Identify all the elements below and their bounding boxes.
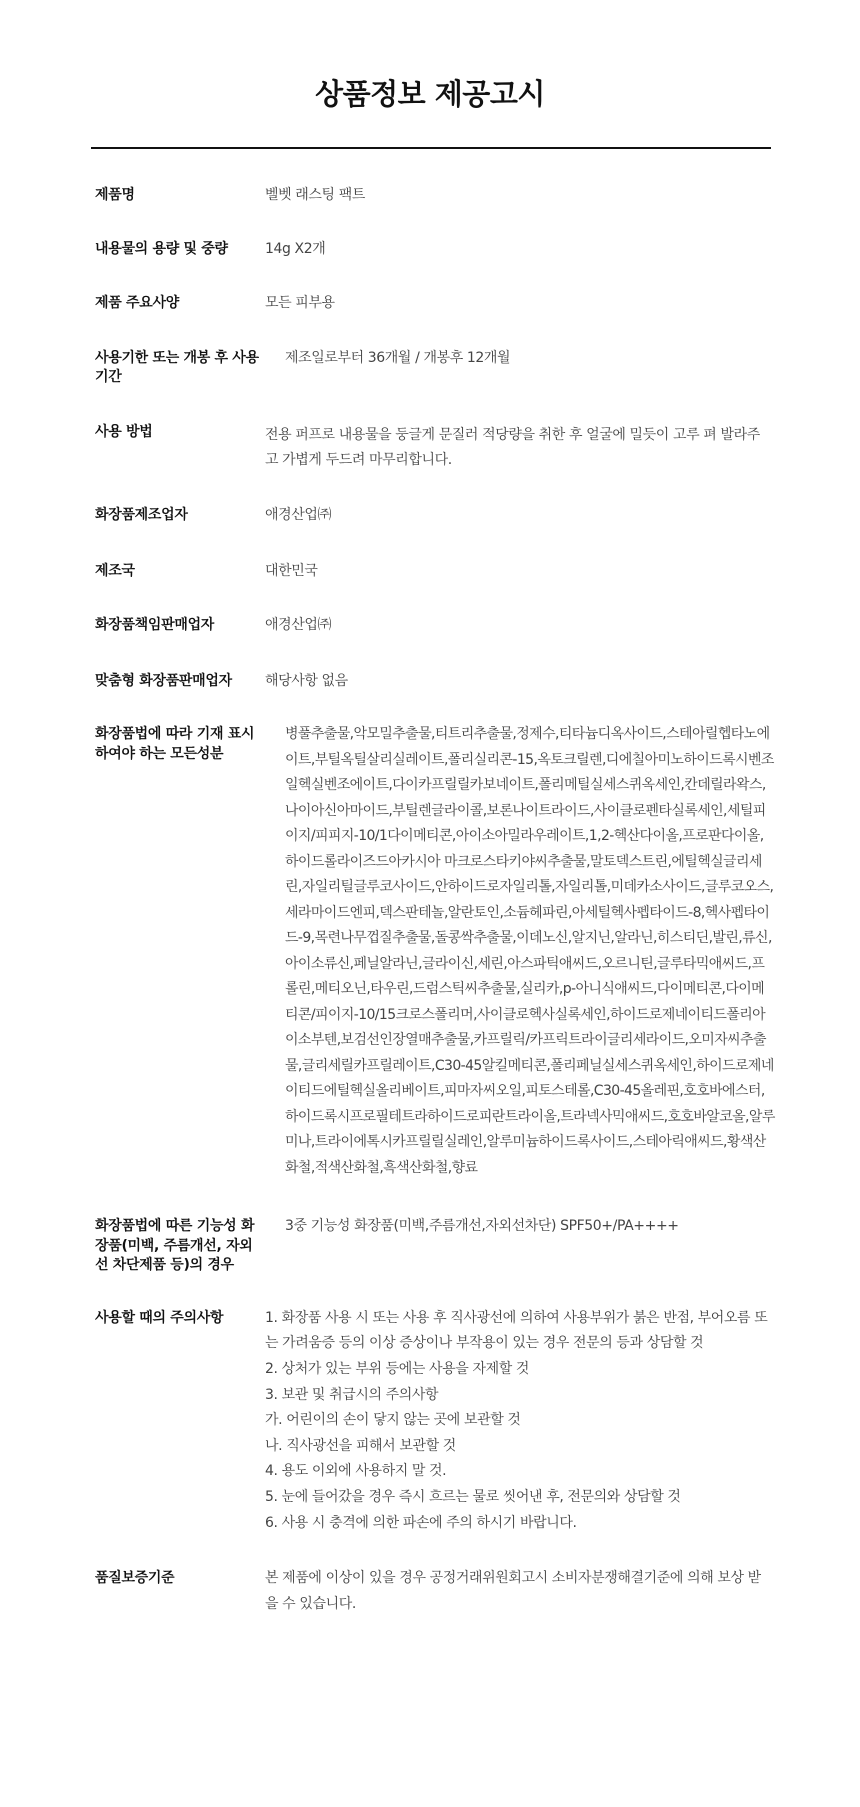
row-value: 벨벳 래스팅 팩트 (265, 187, 365, 203)
row-label: 제품명 (95, 187, 135, 203)
row-manufacturer (95, 506, 775, 526)
row-value: 제조일로부터 36개월 / 개봉후 12개월 (285, 349, 511, 366)
row-responsible-seller (95, 616, 775, 636)
row-value: 14g X2개 (265, 240, 326, 257)
row-label: 화장품책임판매업자 (95, 617, 215, 634)
row-value: 본 제품에 이상이 있을 경우 공정거래위원회고시 소비자분쟁해결기준에 의해 보상 받을 수 있습니다. (265, 1570, 761, 1612)
page-title: 상품정보 제공고시 (315, 77, 545, 111)
row-capacity (95, 240, 775, 260)
row-label: 내용물의 용량 및 중량 (95, 240, 228, 257)
row-value: 전용 퍼프로 내용물을 둥글게 문질러 적당량을 취한 후 얼굴에 밀듯이 고루 펴 발라주고 가볍게 두드려 마무리합니다. (265, 426, 760, 468)
info-table (95, 186, 775, 1617)
row-label: 화장품법에 따라 기재 표시하여야 하는 모든성분 (95, 726, 255, 762)
row-functional (95, 1217, 775, 1276)
row-label: 맞춤형 화장품판매업자 (95, 672, 232, 689)
row-label: 사용기한 또는 개봉 후 사용기간 (95, 349, 259, 385)
row-country (95, 562, 775, 582)
row-value: 해당사항 없음 (265, 672, 348, 689)
row-value: 1. 화장품 사용 시 또는 사용 후 직사광선에 의하여 사용부위가 붉은 반점, 부어오름 또는 가려움증 등의 이상 증상이나 부작용이 있는 경우 전문의 등과 상담할 것 2. 상처가 있는 부위 등에는 사용을 자제할 것 3. 보관 및 취급시의 주의사항 가. 어린이의 손이 닿지 않는 곳에 보관할 것 나. 직사광선을 피해서 보관할 것 4. 용도 이외에 사용하지 말 것. 5. 눈에 들어갔을 경우 즉시 흐르는 물로 씻어낸 후, 전문의와 상담할 것 6. 사용 시 충격에 의한 파손에 주의 하시기 바랍니다. (265, 1309, 768, 1531)
row-usage (95, 423, 775, 474)
row-main-spec (95, 294, 775, 314)
row-value: 대한민국 (265, 562, 318, 579)
row-label: 제조국 (95, 562, 135, 579)
row-expiry (95, 349, 775, 388)
row-label: 품질보증기준 (95, 1570, 175, 1587)
row-cautions (95, 1309, 775, 1536)
row-product-name (95, 186, 775, 206)
row-quality-guarantee (95, 1569, 775, 1617)
row-value: 애경산업㈜ (265, 507, 332, 524)
title-divider (91, 147, 771, 149)
row-value: 3중 기능성 화장품(미백,주름개선,자외선차단) SPF50+/PA++++ (285, 1218, 679, 1235)
row-custom-seller (95, 672, 775, 692)
row-label: 사용할 때의 주의사항 (95, 1309, 224, 1326)
row-value: 모든 피부용 (265, 295, 335, 311)
row-label: 제품 주요사양 (95, 295, 179, 311)
row-value: 병풀추출물,악모밀추출물,티트리추출물,정제수,티타늄디옥사이드,스테아릴헵타노에이트,부틸옥틸살리실레이트,폴리실리콘-15,옥토크릴렌,디에칠아미노하이드록시벤조일헥실벤조에이트,다이카프릴릴카보네이트,폴리메틸실세스퀴옥세인,칸데릴라왁스,나이아신아마이드,부틸렌글라이콜,보론나이트라이드,사이클로펜타실록세인,세틸피이지/피피지-10/1다이메티콘,아이소아밀라우레이트,1,2-헥산다이올,프로판다이올,하이드롤라이즈드아카시아 마크로스타키야씨추출물,말토덱스트린,에틸헥실글리세린,자일리틸글루코사이드,안하이드로자일리톨,자일리톨,미데카소사이드,글루코오스,세라마이드엔피,덱스판테놀,알란토인,소듐헤파린,아세틸헥사펩타이드-8,헥사펩타이드-9,목련나무껍질추출물,돌콩싹추출물,이데노신,알지닌,알라닌,히스티딘,발린,류신,아이소류신,페닐알라닌,글라이신,세린,아스파틱애씨드,오르니틴,글루타믹애씨드,프롤린,메티오닌,타우린,드럼스틱씨추출물,실리카,p-아니식애씨드,다이메티콘,다이메티콘/피이지-10/15크로스폴리머,사이클로헥사실록세인,하이드로제네이티드폴리아이소부텐,보검선인장열매추출물,카프릴릭/카프릭트라이글리세라이드,오미자씨추출물,글리세릴카프릴레이트,C30-45알킬메티콘,폴리페닐실세스퀴옥세인,하이드로제네이티드에틸헥실올리베이트,피마자씨오일,피토스테롤,C30-45올레핀,호호바에스터,하이드록시프로필테트라하이드로피란트라이올,트라넥사믹애씨드,호호바알코올,알루미나,트라이에톡시카프릴릴실레인,알루미늄하이드록사이드,스테아릭애씨드,황색산화철,적색산화철,흑색산화철,향료 (285, 726, 775, 1176)
row-value: 애경산업㈜ (265, 617, 332, 634)
row-ingredients (95, 725, 775, 1181)
row-label: 화장품법에 따른 기능성 화장품(미백, 주름개선, 자외선 차단제품 등)의 경우 (95, 1218, 255, 1274)
row-label: 화장품제조업자 (95, 507, 188, 524)
row-label: 사용 방법 (95, 423, 153, 440)
